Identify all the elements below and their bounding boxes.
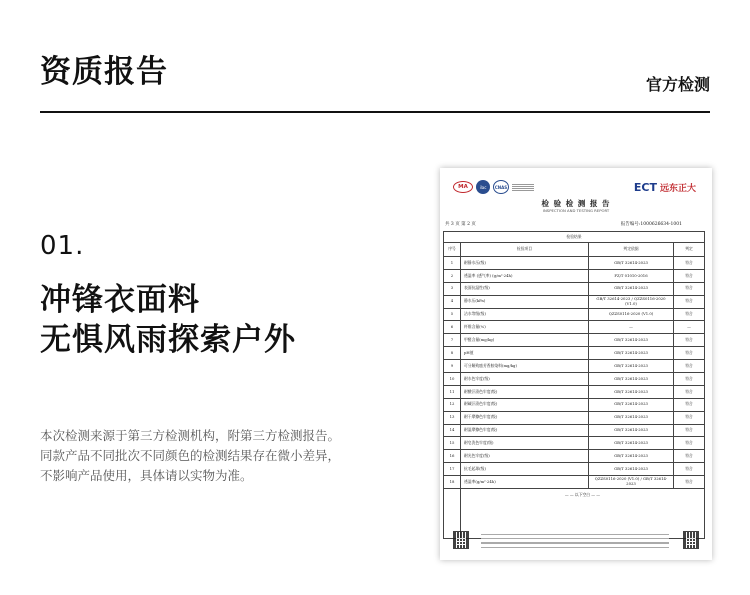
test-report-image — [440, 168, 712, 560]
table-row — [444, 424, 705, 437]
cell-no: 11 — [444, 385, 461, 398]
table-row — [444, 334, 705, 347]
description-line-2: 同款产品不同批次不同颜色的检测结果存在微小差异， — [40, 448, 341, 463]
headline-line-1: 冲锋衣面料 — [40, 282, 200, 318]
cell-result: 符合 — [674, 334, 705, 347]
report-title: 检 验 检 测 报 告 — [541, 199, 611, 208]
cell-item: 沾水等级(级) — [461, 308, 589, 321]
table-row — [444, 295, 705, 308]
cell-no: 13 — [444, 411, 461, 424]
table-caption: 检验结果 — [444, 232, 705, 243]
cell-no: 3 — [444, 282, 461, 295]
cell-no: 15 — [444, 437, 461, 450]
cell-basis: GB/T 32614-2023 — [589, 385, 674, 398]
cell-item: 耐干摩擦色牢度(级) — [461, 411, 589, 424]
header-no: 序号 — [444, 243, 461, 257]
cell-basis: GB/T 32614-2023 — [589, 360, 674, 373]
table-row — [444, 347, 705, 360]
cell-result: 符合 — [674, 269, 705, 282]
cell-no: 10 — [444, 373, 461, 386]
cell-no: 2 — [444, 269, 461, 282]
cell-no: 4 — [444, 295, 461, 308]
table-row — [444, 308, 705, 321]
table-row — [444, 360, 705, 373]
cell-result: 符合 — [674, 347, 705, 360]
cell-result: 符合 — [674, 282, 705, 295]
table-row — [444, 411, 705, 424]
cell-no: 9 — [444, 360, 461, 373]
logo-fine-print — [512, 184, 534, 191]
results-table — [443, 231, 705, 539]
headline — [40, 280, 296, 360]
cell-basis: GB/T 32614-2023 — [589, 334, 674, 347]
cell-item: 耐水色牢度(级) — [461, 373, 589, 386]
cell-result: 符合 — [674, 424, 705, 437]
qr-code-icon — [453, 531, 469, 549]
cell-result: 符合 — [674, 411, 705, 424]
qr-code-icon — [683, 531, 699, 549]
cell-result: 符合 — [674, 463, 705, 476]
footer-fine-print — [481, 534, 669, 548]
cell-no: 17 — [444, 463, 461, 476]
cell-no: 6 — [444, 321, 461, 334]
table-row — [444, 463, 705, 476]
cell-result: 符合 — [674, 373, 705, 386]
header-result: 判定 — [674, 243, 705, 257]
cma-logo-icon: MA — [453, 181, 473, 193]
cell-item: 抗毛起球(级) — [461, 463, 589, 476]
cell-no: 1 — [444, 257, 461, 270]
table-row — [444, 282, 705, 295]
cell-result: 符合 — [674, 450, 705, 463]
cell-basis: GB/T 32614-2023 — [589, 437, 674, 450]
page-subtitle: 官方检测 — [645, 75, 710, 94]
header-item: 检验项目 — [461, 243, 589, 257]
cell-no: 5 — [444, 308, 461, 321]
cell-result: 符合 — [674, 385, 705, 398]
cell-item: 耐湿摩擦色牢度(级) — [461, 424, 589, 437]
cell-item: 耐碱汗渍色牢度(级) — [461, 398, 589, 411]
table-row — [444, 257, 705, 270]
cell-result: 符合 — [674, 437, 705, 450]
cell-item: 表面抗湿性(级) — [461, 282, 589, 295]
cell-result: 符合 — [674, 308, 705, 321]
cell-item: 静水压(kPa) — [461, 295, 589, 308]
cell-item: 可分解致癌芳香胺染料(mg/kg) — [461, 360, 589, 373]
table-row — [444, 269, 705, 282]
cell-basis: FZ/T 01010-2016 — [589, 269, 674, 282]
cell-no: 14 — [444, 424, 461, 437]
report-page-info: 共 3 页 第 2 页 — [445, 222, 476, 227]
lab-brand-logo — [634, 181, 696, 194]
page-title: 资质报告 — [40, 54, 168, 90]
cell-item: 耐皂洗色牢度(级) — [461, 437, 589, 450]
brand-name: 远东正大 — [659, 184, 696, 194]
cell-item: 纤维含量(%) — [461, 321, 589, 334]
table-row — [444, 437, 705, 450]
cell-result: 符合 — [674, 398, 705, 411]
cell-basis: GB/T 32614-2023 — [589, 463, 674, 476]
cell-item: 耐静水压(级) — [461, 257, 589, 270]
cell-no: 12 — [444, 398, 461, 411]
description — [40, 426, 370, 486]
headline-line-2: 无惧风雨探索户外 — [40, 322, 296, 358]
cell-basis: GB/T 32614-2023 — [589, 450, 674, 463]
cell-basis: QZZS0116-2020 (V1.0) — [589, 308, 674, 321]
table-row — [444, 385, 705, 398]
table-row — [444, 398, 705, 411]
description-line-3: 不影响产品使用，具体请以实物为准。 — [40, 468, 253, 483]
header-basis: 判定依据 — [589, 243, 674, 257]
table-row — [444, 373, 705, 386]
cell-item: 甲醛含量(mg/kg) — [461, 334, 589, 347]
cell-item: 透湿率 (透气率) (g/m²·24h) — [461, 269, 589, 282]
cell-basis: QZZS0116-2020 (V1.0) / GB/T 32614-2023 — [589, 476, 674, 489]
cell-item: pH值 — [461, 347, 589, 360]
report-footer — [453, 531, 699, 551]
cnas-logo-icon: CNAS — [493, 180, 509, 194]
cell-result: 符合 — [674, 257, 705, 270]
cell-no: 8 — [444, 347, 461, 360]
end-note: — — 以下空白 — — — [461, 489, 705, 539]
cell-basis: GB/T 32614-2023 — [589, 282, 674, 295]
cell-basis: — — [589, 321, 674, 334]
report-subtitle: INSPECTION AND TESTING REPORT — [542, 208, 610, 213]
certification-logos — [453, 180, 534, 194]
cell-result: — — [674, 321, 705, 334]
cell-basis: GB/T 32614-2023 — [589, 373, 674, 386]
table-row — [444, 450, 705, 463]
table-row — [444, 476, 705, 489]
cell-result: 符合 — [674, 476, 705, 489]
cell-no: 18 — [444, 476, 461, 489]
cell-basis: GB/T 32614-2023 — [589, 398, 674, 411]
cell-basis: GB/T 32614-2023 — [589, 424, 674, 437]
cell-item: 耐光色牢度(级) — [461, 450, 589, 463]
cell-item: 透湿率(g/m²·24h) — [461, 476, 589, 489]
title-divider — [40, 111, 710, 113]
table-row — [444, 321, 705, 334]
cell-basis: GB/T 32614-2023 — [589, 347, 674, 360]
report-number: 报告编号:1000626634-1001 — [620, 222, 682, 227]
description-line-1: 本次检测来源于第三方检测机构，附第三方检测报告。 — [40, 428, 341, 443]
cell-no: 7 — [444, 334, 461, 347]
cell-basis: GB/T 32614-2023 — [589, 411, 674, 424]
ilac-logo-icon: ilac — [476, 180, 490, 194]
cell-item: 耐酸汗渍色牢度(级) — [461, 385, 589, 398]
cell-result: 符合 — [674, 295, 705, 308]
cell-basis: GB/T 32614-2023 — [589, 257, 674, 270]
cell-no: 16 — [444, 450, 461, 463]
section-number: 01. — [40, 231, 85, 261]
cell-result: 符合 — [674, 360, 705, 373]
brand-abbr: ECT — [633, 181, 657, 194]
cell-basis: GB/T 32614-2023 / QZZS0116-2020 (V1.0) — [589, 295, 674, 308]
